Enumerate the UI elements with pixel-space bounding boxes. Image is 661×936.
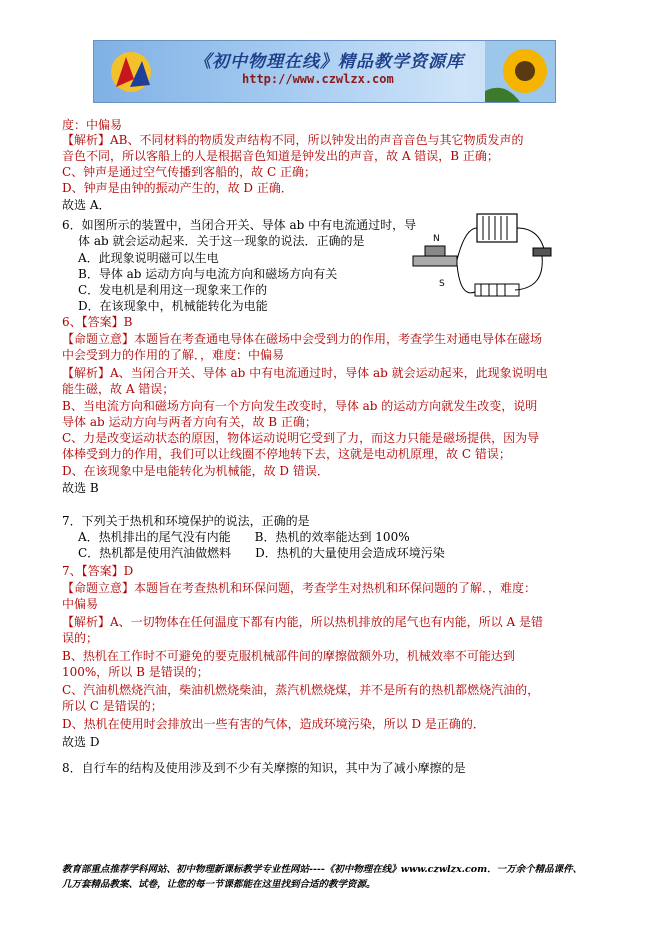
sunflower-image [485,41,555,102]
text-line: 度：中偏易 [62,118,123,132]
text-line: 【解析】A、一切物体在任何温度下都有内能，所以热机排放的尾气也有内能，所以 A 是错 [62,615,543,629]
text-line: 【命题立意】本题旨在考查热机和环保问题，考查学生对热机和环保问题的了解．，难度： [62,581,537,595]
magnet-south-label: S [439,279,445,289]
text-line: 能生磁，故 A 错误； [62,382,175,396]
text-line: B、当电流方向和磁场方向有一个方向发生改变时，导体 ab 的运动方向就发生改变，说明 [62,399,538,413]
text-line: C、力是改变运动状态的原因，物体运动说明它受到了力，而这力只能是磁场提供，因为导 [62,431,540,445]
motor-circuit-diagram [405,208,555,308]
text-line: 8．自行车的结构及使用涉及到不少有关摩擦的知识，其中为了减小摩擦的是 [62,761,466,775]
header-banner [93,40,556,103]
text-line: 中会受到力的作用的了解．，难度：中偏易 [62,348,285,362]
site-logo-icon [106,49,156,95]
text-line: 体棒受到力的作用，我们可以让线圈不停地转下去，这就是电动机原理，故 C 错误； [62,447,511,461]
banner-url[interactable]: http://www.czwlzx.com [242,72,394,86]
text-line: 所以 C 是错误的； [62,699,163,713]
text-line: A．此现象说明磁可以生电 [78,251,219,265]
page-footer [62,862,582,892]
footer-line-2: 几万套精品教案、试卷，让您的每一节课都能在这里找到合适的教学资源。 [62,879,376,890]
text-line: B、热机在工作时不可避免的要克服机械部件间的摩擦做额外功，机械效率不可能达到 [62,649,515,663]
banner-title: 《初中物理在线》精品教学资源库 [194,52,464,72]
text-line: D．在该现象中，机械能转化为电能 [78,299,268,313]
text-line: C．发电机是利用这一现象来工作的 [78,283,268,297]
text-line: 【解析】AB、不同材料的物质发声结构不同，所以钟发出的声音音色与其它物质发声的 [62,133,524,147]
text-line: 体 ab 就会运动起来．关于这一现象的说法．正确的是 [78,234,365,248]
footer-line-1: 教育部重点推荐学科网站、初中物理新课标教学专业性网站----《初中物理在线》www.czwlzx.com．一万余个精品课件、 [62,864,583,875]
text-line: 6、【答案】B [62,315,133,329]
text-line: 故选 A． [62,198,111,212]
text-line: 100%，所以 B 是错误的； [62,665,209,679]
text-line: 6．如图所示的装置中，当闭合开关、导体 ab 中有电流通过时，导 [62,218,417,232]
text-line: 【命题立意】本题旨在考查通电导体在磁场中会受到力的作用，考查学生对通电导体在磁场 [62,332,543,346]
text-line: 7．下列关于热机和环境保护的说法，正确的是 [62,514,310,528]
text-line: 【解析】A、当闭合开关、导体 ab 中有电流通过时，导体 ab 就会运动起来，此现象说明电 [62,366,548,380]
magnet-north-label: N [433,234,440,244]
text-line: C、钟声是通过空气传播到客船的，故 C 正确； [62,165,316,179]
text-line: 中偏易 [62,597,99,611]
text-line: C、汽油机燃烧汽油，柴油机燃烧柴油，蒸汽机燃烧煤，并不是所有的热机都燃烧汽油的， [62,683,540,697]
text-line: A．热机排出的尾气没有内能 B．热机的效率能达到 100% [78,530,410,544]
text-line: 故选 D [62,735,100,749]
text-line: 故选 B [62,481,99,495]
text-line: 音色不同，所以客船上的人是根据音色知道是钟发出的声音，故 A 错误，B 正确； [62,149,499,163]
text-line: B．导体 ab 运动方向与电流方向和磁场方向有关 [78,267,338,281]
text-line: 误的； [62,631,99,645]
text-line: D、热机在使用时会排放出一些有害的气体，造成环境污染，所以 D 是正确的． [62,717,485,731]
text-line: 7、【答案】D [62,564,134,578]
text-line: D、在该现象中是电能转化为机械能，故 D 错误． [62,464,329,478]
text-line: D、钟声是由钟的振动产生的，故 D 正确． [62,181,293,195]
text-line: C．热机都是使用汽油做燃料 D．热机的大量使用会造成环境污染 [78,546,445,560]
text-line: 导体 ab 运动方向与两者方向有关，故 B 正确； [62,415,317,429]
